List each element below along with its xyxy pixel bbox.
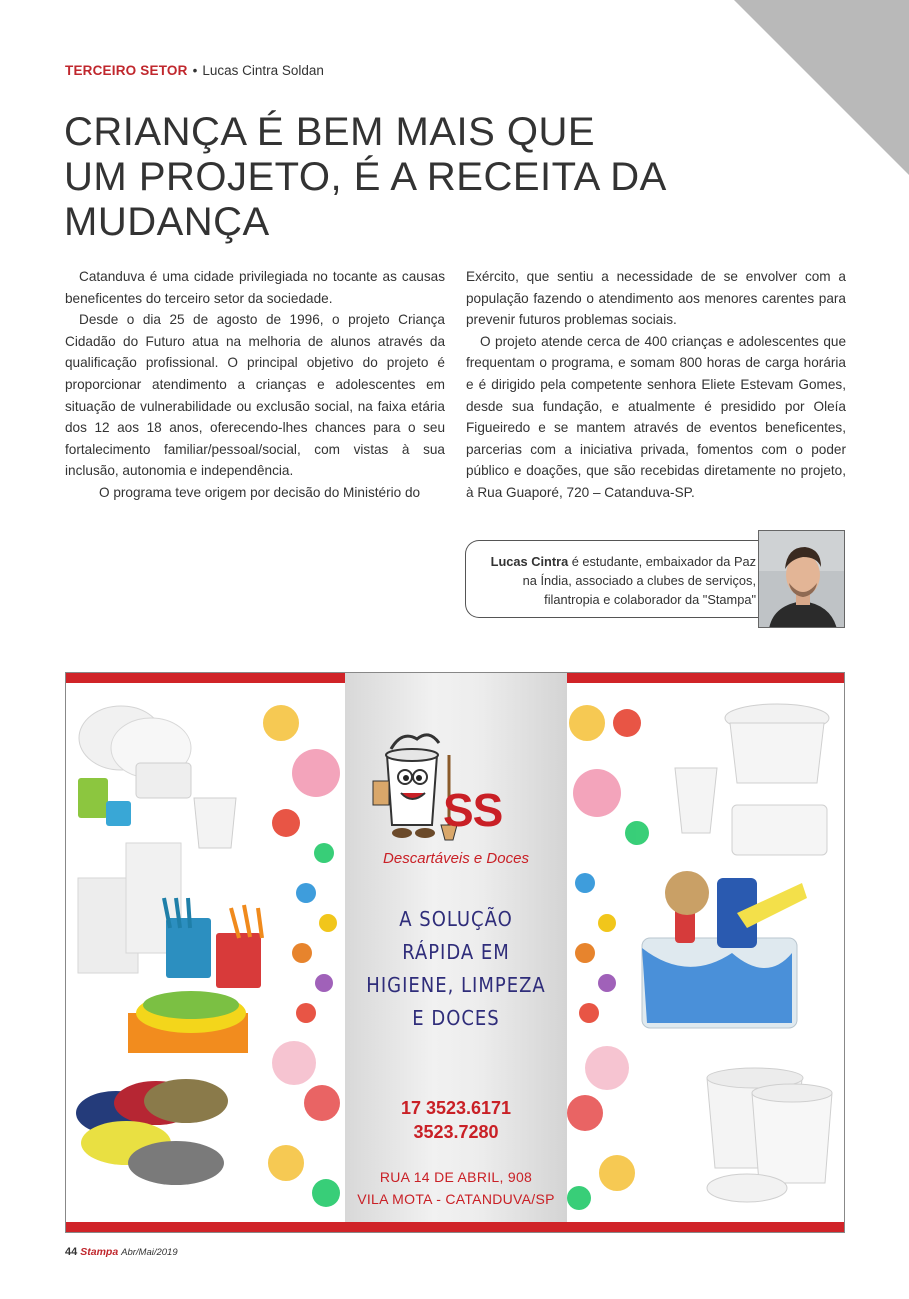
brand-logo-letters: SS	[443, 784, 503, 836]
author-bio	[486, 552, 756, 609]
article-paragraph-3-continued: Exército, que sentiu a necessidade de se envolver com a população fazendo o atendimento aos menores carentes para prevenir futuros problemas sociais.	[466, 269, 846, 328]
page-number: 44	[65, 1246, 78, 1258]
kicker	[65, 63, 324, 78]
slogan-line-4: E DOCES	[412, 1006, 500, 1030]
author-portrait-image	[759, 531, 845, 628]
advertisement	[65, 672, 845, 1233]
corner-triangle	[734, 0, 909, 175]
ad-left-products-image	[66, 683, 345, 1224]
ad-center-panel	[345, 673, 567, 1233]
ad-right-products-image	[567, 683, 845, 1224]
ad-phone-2: 3523.7280	[413, 1122, 499, 1142]
article-paragraph-2: Desde o dia 25 de agosto de 1996, o projeto Criança Cidadão do Futuro atua na melhoria de alunos através da qualificação profissional. O principal objetivo do projeto é proporcionar atendimento a crianças e adolescentes em situação de vulnerabilidade ou exclusão social, na faixa etária dos 12 aos 18 anos, oferecendo-lhes chances para o seu fortalecimento familiar/pessoal/social, com vistas à sua inclusão, autonomia e independência.	[65, 312, 445, 479]
ad-address-line-1: RUA 14 DE ABRIL, 908	[379, 1169, 533, 1185]
ad-bottom-bar	[66, 1222, 844, 1232]
headline-line-1: CRIANÇA É BEM MAIS QUE	[64, 110, 596, 154]
author-bio-name: Lucas Cintra	[490, 554, 569, 569]
article-paragraph-4: O projeto atende cerca de 400 crianças e adolescentes que frequentam o programa, e somam 800 horas de carga horária e é dirigido pela competente senhora Eliete Estevam Gomes, desde sua fundação, e atualmente é presidido por Oleía Figueiredo e se mantem através de eventos beneficentes, parcerias com a iniciativa privada, fomentos com o poder público e doações, que são recebidas diretamente no projeto, à Rua Guaporé, 720 – Catanduva-SP.	[466, 333, 846, 500]
article-column-right	[466, 266, 846, 504]
edition-date: Abr/Mai/2019	[121, 1247, 178, 1258]
section-label: TERCEIRO SETOR	[65, 63, 188, 78]
page-footer	[65, 1246, 178, 1258]
ad-address-line-2: VILA MOTA - CATANDUVA/SP	[357, 1191, 555, 1207]
byline: Lucas Cintra Soldan	[202, 63, 324, 78]
ad-phone-1: 17 3523.6171	[400, 1098, 512, 1118]
separator: •	[192, 63, 198, 78]
article-column-left	[65, 266, 445, 504]
slogan-line-3: HIGIENE, LIMPEZA	[366, 973, 546, 997]
headline-line-2: UM PROJETO, É A RECEITA DA	[64, 155, 667, 199]
author-photo	[758, 530, 845, 628]
slogan-line-2: RÁPIDA EM	[402, 940, 510, 964]
brand-subtitle: Descartáveis e Doces	[383, 850, 529, 867]
article-paragraph-3: O programa teve origem por decisão do Ministério do	[99, 484, 421, 500]
headline	[64, 110, 704, 245]
magazine-name: Stampa	[80, 1246, 119, 1258]
slogan-line-1: A SOLUÇÃO	[399, 907, 513, 931]
ad-slogan	[345, 903, 567, 1035]
article-paragraph-1: Catanduva é uma cidade privilegiada no tocante as causas beneficentes do terceiro setor da sociedade.	[65, 269, 445, 306]
headline-line-3: MUDANÇA	[64, 200, 270, 244]
author-bio-text: é estudante, embaixador da Paz na Índia, associado a clubes de serviços, filantropia e colaborador da "Stampa"	[522, 554, 756, 607]
